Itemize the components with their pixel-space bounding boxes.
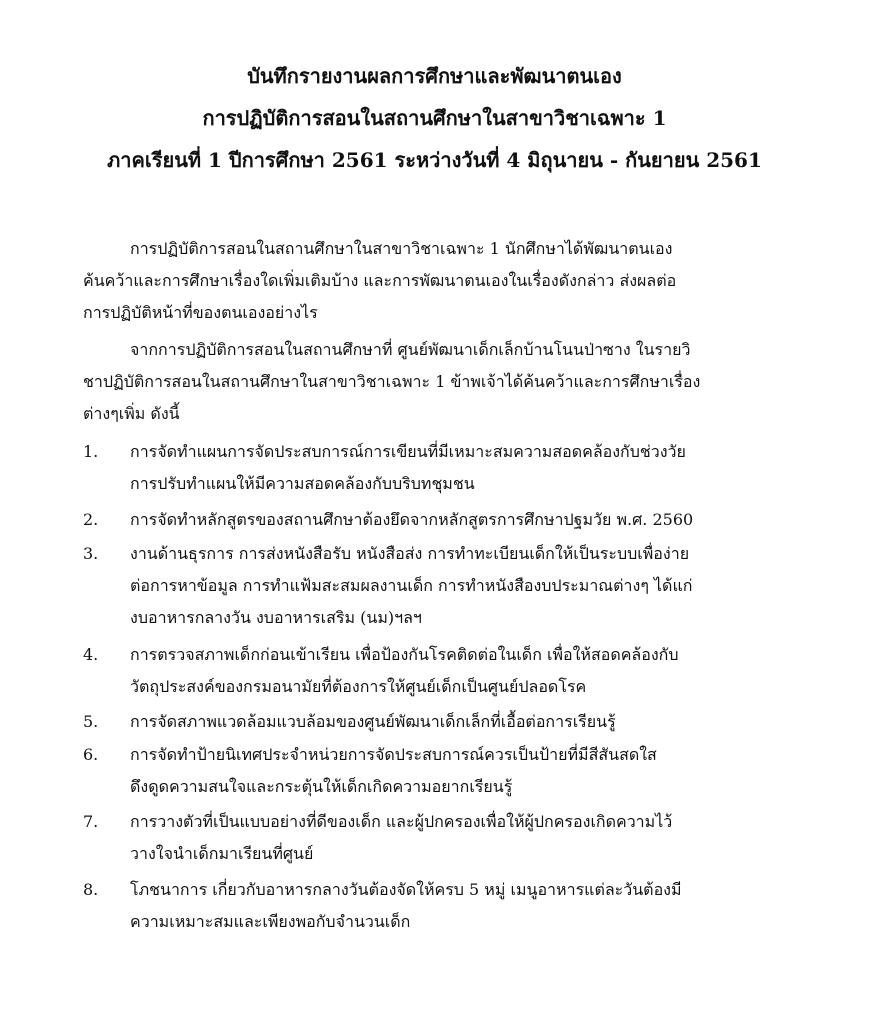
list-item-line: วางใจนำเด็กมาเรียนที่ศูนย์ bbox=[130, 844, 314, 863]
list-item-number: 1. bbox=[83, 442, 99, 461]
paragraph-line: การปฏิบัติการสอนในสถานศึกษาในสาขาวิชาเฉพาะ 1 นักศึกษาได้พัฒนาตนเอง bbox=[130, 239, 673, 258]
document-subtitle: การปฏิบัติการสอนในสถานศึกษาในสาขาวิชาเฉพาะ 1 bbox=[202, 106, 667, 130]
list-item-line: การวางตัวที่เป็นแบบอย่างที่ดีของเด็ก และผู้ปกครองเพื่อให้ผู้ปกครองเกิดความไว้ bbox=[130, 812, 673, 831]
list-item-line: การจัดสภาพแวดล้อมแวบล้อมของศูนย์พัฒนาเด็กเล็กที่เอื้อต่อการเรียนรู้ bbox=[130, 712, 616, 731]
list-item-number: 6. bbox=[83, 745, 99, 764]
list-item-line: โภชนาการ เกี่ยวกับอาหารกลางวันต้องจัดให้ครบ 5 หมู่ เมนูอาหารแต่ละวันต้องมี bbox=[130, 880, 682, 899]
list-item-line: การจัดทำป้ายนิเทศประจำหน่วยการจัดประสบการณ์ควรเป็นป้ายที่มีสีสันสดใส bbox=[130, 745, 657, 764]
list-item-line: งานด้านธุรการ การส่งหนังสือรับ หนังสือส่ง การทำทะเบียนเด็กให้เป็นระบบเพื่อง่าย bbox=[130, 544, 690, 563]
paragraph-line: ค้นคว้าและการศึกษาเรื่องใดเพิ่มเติมบ้าง และการพัฒนาตนเองในเรื่องดังกล่าว ส่งผลต่อ bbox=[83, 271, 677, 290]
list-item-line: งบอาหารกลางวัน งบอาหารเสริม (นม)ฯลฯ bbox=[130, 608, 422, 627]
list-item-number: 8. bbox=[83, 880, 99, 899]
list-item-text bbox=[130, 874, 682, 938]
list-item-number: 5. bbox=[83, 712, 99, 731]
list-item-line: การจัดทำแผนการจัดประสบการณ์การเขียนที่มีเหมาะสมความสอดคล้องกับช่วงวัย bbox=[130, 442, 686, 461]
intro-paragraph-answer bbox=[83, 334, 783, 430]
list-item-line: ความเหมาะสมและเพียงพอกับจำนวนเด็ก bbox=[130, 912, 411, 931]
list-item-number: 3. bbox=[83, 544, 99, 563]
list-item-line: ดึงดูดความสนใจและกระตุ้นให้เด็กเกิดความอยากเรียนรู้ bbox=[130, 777, 513, 796]
list-item-text bbox=[130, 706, 616, 738]
list-item-text bbox=[130, 639, 679, 703]
list-item-line: วัตถุประสงค์ของกรมอนามัยที่ต้องการให้ศูนย์เด็กเป็นศูนย์ปลอดโรค bbox=[130, 677, 587, 696]
list-item-text bbox=[130, 504, 693, 536]
list-item-number: 4. bbox=[83, 645, 99, 664]
list-item-number: 2. bbox=[83, 510, 99, 529]
list-item-text bbox=[130, 806, 672, 870]
document-term-line: ภาคเรียนที่ 1 ปีการศึกษา 2561 ระหว่างวันที่ 4 มิถุนายน - กันยายน 2561 bbox=[107, 148, 762, 172]
paragraph-line: จากการปฏิบัติการสอนในสถานศึกษาที่ ศูนย์พัฒนาเด็กเล็กบ้านโนนป่าซาง ในรายวิ bbox=[130, 340, 691, 359]
list-item-line: ต่อการหาข้อมูล การทำแฟ้มสะสมผลงานเด็ก การทำหนังสืองบประมาณต่างๆ ได้แก่ bbox=[130, 576, 693, 595]
paragraph-line: ต่างๆเพิ่ม ดังนี้ bbox=[83, 404, 180, 423]
intro-paragraph-question bbox=[83, 233, 783, 329]
list-item-number: 7. bbox=[83, 812, 99, 831]
list-item-line: การตรวจสภาพเด็กก่อนเข้าเรียน เพื่อป้องกันโรคติดต่อในเด็ก เพื่อให้สอดคล้องกับ bbox=[130, 645, 679, 664]
list-item-line: การปรับทำแผนให้มีความสอดคล้องกับบริบทชุมชน bbox=[130, 474, 475, 493]
list-item-text bbox=[130, 436, 686, 500]
document-title: บันทึกรายงานผลการศึกษาและพัฒนาตนเอง bbox=[247, 64, 622, 88]
list-item-line: การจัดทำหลักสูตรของสถานศึกษาต้องยึดจากหลักสูตรการศึกษาปฐมวัย พ.ศ. 2560 bbox=[130, 510, 694, 529]
paragraph-line: การปฏิบัติหน้าที่ของตนเองอย่างไร bbox=[83, 303, 318, 322]
paragraph-line: ชาปฏิบัติการสอนในสถานศึกษาในสาขาวิชาเฉพาะ 1 ข้าพเจ้าได้ค้นคว้าและการศึกษาเรื่อง bbox=[83, 372, 701, 391]
list-item-text bbox=[130, 739, 657, 803]
list-item-text bbox=[130, 538, 692, 634]
